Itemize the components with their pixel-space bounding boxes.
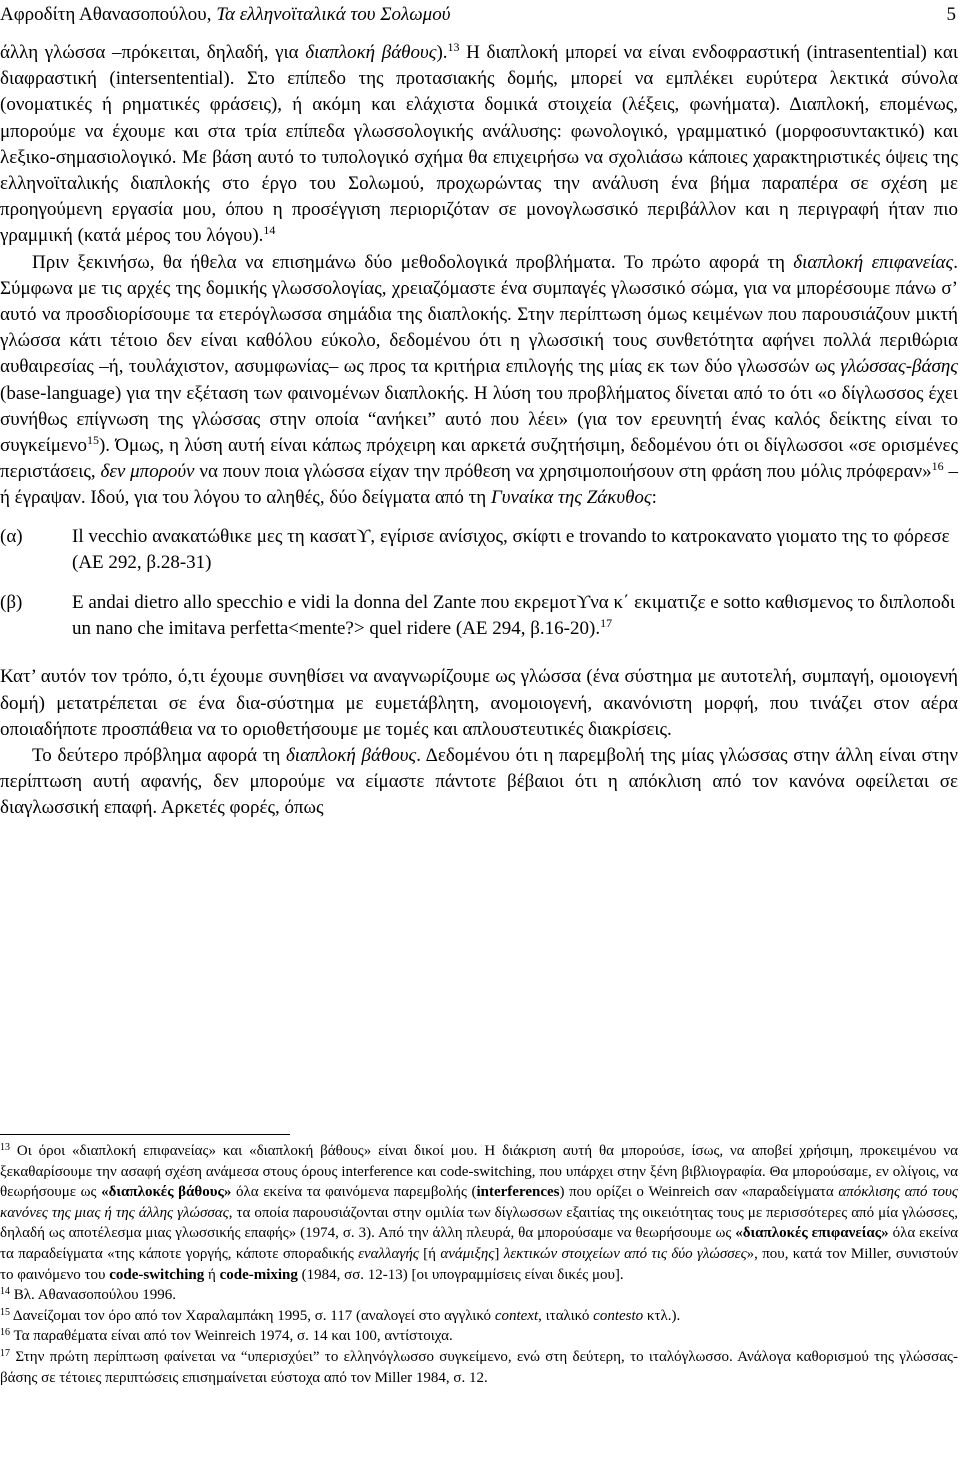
examples-list (0, 524, 958, 643)
footnotes (0, 1141, 958, 1388)
footnote-ref-16[interactable]: 16 (931, 459, 944, 474)
special-glyph: ϒ (576, 592, 591, 614)
example-a (0, 524, 958, 576)
paragraph-4: Το δεύτερο πρόβλημα αφορά τη διαπλοκή βάθους. Δεδομένου ότι η παρεμβολή της μίας γλώσσας στην άλλη είναι στην περίπτωση αυτή αφανής, δεν μπορούμε να είμαστε πάντοτε βέβαιοι ότι η απόκλιση από τον κανόνα οφείλεται σε διαγλωσσική επαφή. Αρκετές φορές, όπως (0, 745, 958, 819)
running-header (0, 2, 956, 28)
special-glyph: ϒ (356, 525, 371, 547)
footnote-ref-15[interactable]: 15 (86, 433, 99, 448)
example-label: (β) (0, 592, 23, 614)
footnote-13: $^{13}$ Οι όροι «διαπλοκή επιφανείας» και «διαπλοκή βάθους» είναι δικοί μου. Η διάκριση αυτή θα μπορούσε, ίσως, να αποβεί χρήσιμη, προκειμένου να ξεκαθαρίσουμε την ασαφή σχέση ανάμεσα στους όρους interference και code-switching, που υπάρχει στην ξένη βιβλιογραφία. Θα μπορούσαμε, εν ολίγοις, να θεωρήσουμε ως «διαπλοκές βάθους» όλα εκείνα τα φαινόμενα παρεμβολής (interferences) που ορίζει ο Weinreich σαν «παραδείγματα απόκλισης από τους κανόνες της μιας ή της άλλης γλώσσας, τα οποία παρουσιάζονται στην ομιλία των δίγλωσσων εξαιτίας της οικειότητας τους με περισσότερες από μία γλώσσες, δηλαδή ως αποτέλεσμα μιας γλωσσικής επαφής» (1974, σ. 3). Από την άλλη πλευρά, θα μπορούσαμε να θεωρήσουμε ως «διαπλοκές επιφανείας» όλα εκείνα τα παραδείγματα «της κάποτε γοργής, κάποτε σποραδικής εναλλαγής [ή ανάμιξης] λεκτικών στοιχείων από τις δύο γλώσσες», που, κατά τον Miller, συνιστούν το φαινόμενο του code-switching ή code-mixing (1984, σσ. 12-13) [οι υπογραμμίσεις είναι δικές μου]. (0, 1142, 959, 1283)
header-author-title (0, 2, 450, 28)
header-author: Αφροδίτη Αθανασοπούλου, (0, 4, 212, 25)
footnote-14: $^{14}$ Βλ. Αθανασοπούλου 1996. (0, 1286, 177, 1304)
footnote-16: $^{16}$ Τα παραθέματα είναι από τον Weinreich 1974, σ. 14 και 100, αντίστοιχα. (0, 1327, 453, 1345)
footnote-ref-17[interactable]: 17 (600, 616, 613, 631)
example-label: (α) (0, 525, 23, 547)
paragraph-2: Πριν ξεκινήσω, θα ήθελα να επισημάνω δύο μεθοδολογικά προβλήματα. Το πρώτο αφορά τη διαπλοκή επιφανείας. Σύμφωνα με τις αρχές της δομικής γλωσσολογίας, χρειαζόμαστε ένα συμπαγές γλωσσικό σώμα, για να μπορέσουμε πάνω σ’ αυτό να προσδιορίσουμε τα ετερόγλωσσα σημάδια της διαπλοκής. Στην περίπτωση όμως κειμένων που παρουσιάζουν μικτή γλώσσα κάτι τέτοιο δεν είναι καθόλου εύκολο, δεδομένου ότι η γλωσσική τους συνθετότητα αφήνει πολλά περιθώρια αυθαιρεσίας –ή, τουλάχιστον, ασυμφωνίας– ως προς τα κριτήρια επιλογής της μίας εκ των δύο γλωσσών ως γλώσσας-βάσης (base-language) για την εξέταση των φαινομένων διαπλοκής. Η λύση του προβλήματος δίνεται από το ότι «ο δίγλωσσος έχει συνήθως επίγνωση της γλώσσας στην οποία “ανήκει” αυτό που λέει» (για τον ερευνητή ένας καλός δείκτης είναι το συγκείμενο$^{15}$). Όμως, η λύση αυτή είναι κάπως πρόχειρη και αρκετά συζητήσιμη, δεδομένου ότι οι δίγλωσσοι «σε ορισμένες περιστάσεις, δεν μπορούν να πουν ποια γλώσσα είχαν την πρόθεση να χρησιμοποιήσουν στη φράση που μόλις πρόφεραν»$^{16}$ –ή έγραψαν. Ιδού, για του λόγου το αληθές, δύο δείγματα από τη Γυναίκα της Ζάκυθος: (0, 251, 958, 509)
paragraph-3: Κατ’ αυτόν τον τρόπο, ό,τι έχουμε συνηθίσει να αναγνωρίζουμε ως γλώσσα (ένα σύστημα με αυτοτελή, συμπαγή, ομοιογενή δομή) μετατρέπεται σε ένα δια-σύστημα με ευμετάβλητη, ανομοιογενή, ακανόνιστη μορφή, που τινάζει στον αέρα οποιαδήποτε προσπάθεια να το οριοθετήσουμε με τομές και απλουστευτικές διακρίσεις. (0, 666, 958, 740)
footnote-17: $^{17}$ Στην πρώτη περίπτωση φαίνεται να “υπερισχύει” το ελληνόγλωσσο συγκείμενο, ενώ στη δεύτερη, το ιταλόγλωσσο. Ανάλογα καθορισμού της γλώσσας-βάσης σε τέτοιες περιπτώσεις επισημαίνεται εύστοχα από τον Miller 1984, σ. 12. (0, 1347, 958, 1386)
paragraph-1: άλλη γλώσσα –πρόκειται, δηλαδή, για διαπλοκή βάθους).$^{13}$ Η διαπλοκή μπορεί να είναι ενδοφραστική (intrasentential) και διαφραστική (intersentential). Στο επίπεδο της προτασιακής δομής, μπορεί να εμπλέκει ευρύτερα λεκτικά σύνολα (ονοματικές ή ρηματικές φράσεις), ή ακόμη και ελάχιστα δομικά στοιχεία (λέξεις, φωνήματα). Διαπλοκή, επομένως, μπορούμε να έχουμε και στα τρία επίπεδα γλωσσολογικής ανάλυσης: φωνολογικό, γραμματικό (μορφοσυντακτικό) και λεξικο-σημασιολογικό. Με βάση αυτό το τυπολογικό σχήμα θα επιχειρήσω να σχολιάσω κάποιες χαρακτηριστικές όψεις της ελληνοϊταλικής διαπλοκής στο έργο του Σολωμού, προχωρώντας την ανάλυση ένα βήμα παραπέρα σε σχέση με προηγούμενη εργασία μου, όπου η προσέγγιση περιοριζόταν σε μονογλωσσικό περιβάλλον και η περιγραφή ήταν πιο γραμμική (κατά μέρος του λόγου).$^{14}$ (0, 40, 958, 247)
header-title: Τα ελληνοϊταλικά του Σολωμού (216, 4, 451, 25)
example-text: Il vecchio ανακατώθικε μες τη κασατϒ, εγίρισε ανίσιχος, σκίφτι e trovando to κατροκανατο γιοματο της το φόρεσε (ΑΕ 292, β.28-31) (72, 525, 950, 573)
footnote-divider (0, 1134, 290, 1135)
page-number: 5 (946, 4, 956, 25)
example-text: E andai dietro allo specchio e vidi la donna del Zante που εκρεμοτϒνα κ΄ εκιματιζε e sotto καθισμενος το διπλοποδι un nano che imitava perfetta<mente?> quel ridere (ΑΕ 294, β.16-20).$^{17}$ (72, 592, 955, 640)
example-b (0, 590, 958, 642)
footnote-15: $^{15}$ Δανείζομαι τον όρο από τον Χαραλαμπάκη 1995, σ. 117 (αναλογεί στο αγγλικό context, ιταλικό contesto κτλ.). (0, 1306, 681, 1324)
footnote-ref-13[interactable]: 13 (447, 40, 460, 54)
body-text (0, 40, 958, 822)
footnote-ref-14[interactable]: 14 (263, 223, 276, 238)
